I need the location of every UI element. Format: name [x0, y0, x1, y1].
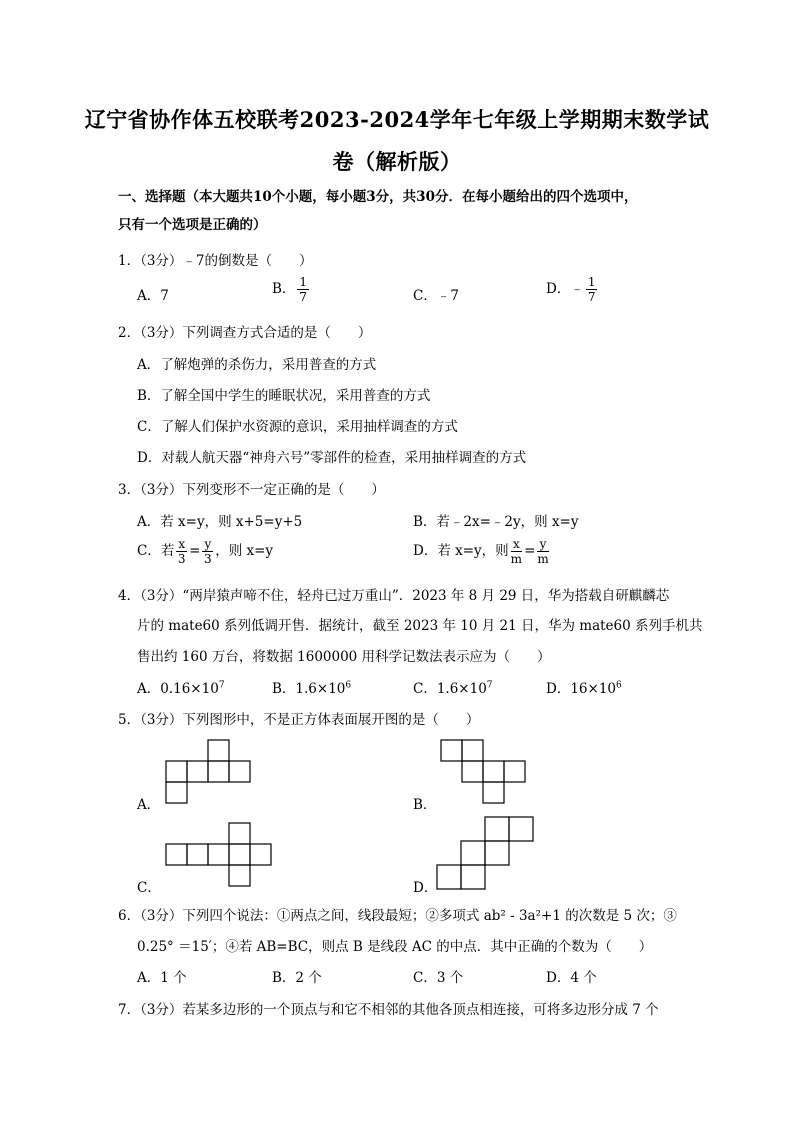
q4-line3: 售出约 160 万台，将数据 1600000 用科学记数法表示应为（ ）: [137, 649, 551, 665]
q1-b-den: 7: [299, 290, 308, 304]
q1-option-a: A．7: [137, 288, 169, 304]
q4-c-base: C．1.6×10: [413, 681, 487, 697]
q1-stem: 1．（3分）﹣7的倒数是（ ）: [118, 253, 313, 269]
q1-option-b: [272, 276, 311, 303]
q1-d-den: 7: [587, 290, 596, 304]
q5-c-square: [229, 844, 250, 865]
q1-option-c: C．﹣7: [413, 288, 459, 304]
q3-d-n1: x: [511, 538, 522, 552]
q4-a-base: A．0.16×10: [137, 681, 219, 697]
q4-d-exp: 6: [616, 680, 622, 691]
q5-c-square: [166, 844, 187, 865]
q5-d-square: [437, 865, 461, 889]
q1-option-d-prefix: D．﹣: [546, 281, 584, 297]
q4-b-exp: 6: [345, 680, 352, 691]
q6-option-c: C．3 个: [413, 970, 464, 986]
q2-stem: 2．（3分）下列调查方式合适的是（ ）: [118, 325, 372, 341]
q3-d-d2: m: [537, 552, 549, 566]
q5-d-square: [485, 817, 509, 841]
q2-option-d: D．对载人航天器“神舟六号”零部件的检查，采用抽样调查的方式: [137, 450, 527, 466]
q6-option-a: A．1 个: [137, 970, 187, 986]
q5-option-b: B．: [413, 797, 437, 813]
section-heading-cont: 只有一个选项是正确的）: [118, 217, 267, 233]
q3-d-d1: m: [510, 552, 523, 566]
q1-d-num: 1: [587, 275, 596, 289]
q5-stem: 5．（3分）下列图形中，不是正方体表面展开图的是（ ）: [118, 712, 480, 728]
q5-b-square: [441, 740, 462, 761]
q5-net-c: [166, 823, 273, 887]
q3-d-frac1: [511, 538, 522, 565]
q5-a-square: [187, 761, 208, 782]
q5-d-square: [509, 817, 533, 841]
q3-c-d2: 3: [204, 552, 212, 566]
q1-option-d: [546, 276, 599, 303]
q5-b-square: [483, 782, 504, 803]
q4-option-c: [413, 677, 493, 697]
q2-option-c: C．了解人们保护水资源的意识，采用抽样调查的方式: [137, 419, 458, 435]
q3-c-suffix: ，则 x=y: [215, 543, 274, 559]
q5-b-square: [483, 761, 504, 782]
q1-b-num: 1: [299, 275, 308, 289]
q5-option-a: A．: [137, 797, 161, 813]
q3-c-n1: x: [178, 537, 186, 551]
q5-a-square: [166, 761, 187, 782]
q5-c-square: [250, 844, 271, 865]
q3-c-n2: y: [204, 537, 212, 551]
q5-a-square: [208, 740, 229, 761]
q1-option-b-prefix: B．: [272, 281, 296, 297]
q5-c-square: [229, 823, 250, 844]
q5-a-square: [166, 782, 187, 803]
q3-d-n2: y: [537, 538, 548, 552]
q4-a-exp: 7: [218, 680, 225, 691]
q1-option-d-fraction: [586, 276, 598, 303]
q5-d-square: [485, 841, 509, 865]
q6-option-d: D．4 个: [546, 970, 597, 986]
q1-option-b-fraction: [297, 276, 309, 303]
q5-net-a: [166, 740, 252, 804]
q3-option-d: [413, 538, 551, 565]
q6-line2: 0.25° ＝15′；④若 AB=BC，则点 B 是线段 AC 的中点．其中正确的个数为（ ）: [137, 939, 653, 955]
q4-option-a: [137, 677, 225, 697]
q4-option-d: [546, 677, 622, 697]
q5-c-square: [187, 844, 208, 865]
q5-c-square: [229, 865, 250, 886]
q3-option-a: A．若 x=y，则 x+5=y+5: [137, 514, 303, 530]
q5-a-square: [229, 761, 250, 782]
q4-line2: 片的 mate60 系列低调开售．据统计，截至 2023 年 10 月 21 日，华为 mate60 系列手机共: [137, 618, 703, 634]
q5-option-c: C．: [137, 880, 161, 896]
q4-option-b: [272, 677, 351, 697]
q5-net-b: [441, 740, 527, 804]
q5-net-d: [437, 817, 537, 890]
q5-d-square: [461, 841, 485, 865]
q3-c-frac2: [202, 538, 213, 565]
q3-c-eq: =: [189, 543, 201, 559]
q5-a-square: [208, 761, 229, 782]
q6-line1: 6．（3分）下列四个说法：①两点之间，线段最短；②多项式 ab² - 3a²+1 的次数是 5 次；③: [118, 908, 677, 924]
q3-d-eq: =: [524, 543, 536, 559]
q3-option-b: B．若﹣2x=﹣2y，则 x=y: [413, 514, 579, 530]
q7-line1: 7．（3分）若某多边形的一个顶点与和它不相邻的其他各顶点相连接，可将多边形分成 7 个: [118, 1002, 659, 1018]
q2-option-a: A．了解炮弹的杀伤力，采用普查的方式: [137, 357, 377, 373]
q4-c-exp: 7: [486, 680, 493, 691]
q6-option-b: B．2 个: [272, 970, 322, 986]
q3-option-c: [137, 538, 273, 565]
q5-b-square: [462, 740, 483, 761]
q2-option-b: B．了解全国中学生的睡眠状况，采用普查的方式: [137, 388, 431, 404]
q4-d-base: D．16×10: [546, 681, 616, 697]
section-heading: 一、选择题（本大题共10个小题，每小题3分，共30分．在每小题给出的四个选项中，: [118, 189, 638, 205]
q3-d-frac2: [537, 538, 548, 565]
q5-option-d: D．: [413, 880, 438, 896]
q5-b-square: [504, 761, 525, 782]
q5-d-square: [461, 865, 485, 889]
page-title: 辽宁省协作体五校联考2023-2024学年七年级上学期期末数学试: [84, 107, 710, 132]
q3-d-prefix: D．若 x=y，则: [413, 543, 509, 559]
q4-b-base: B．1.6×10: [272, 681, 346, 697]
q5-b-square: [462, 761, 483, 782]
q3-c-d1: 3: [177, 552, 186, 566]
q3-c-frac1: [176, 538, 187, 565]
q3-stem: 3．（3分）下列变形不一定正确的是（ ）: [118, 482, 385, 498]
q5-c-square: [208, 844, 229, 865]
q3-c-prefix: C．若: [137, 543, 175, 559]
q4-line1: 4．（3分）“两岸猿声啼不住，轻舟已过万重山”．2023 年 8 月 29 日，华为搭载自研麒麟芯: [118, 588, 670, 604]
page-title-cont: 卷（解析版）: [332, 149, 462, 174]
